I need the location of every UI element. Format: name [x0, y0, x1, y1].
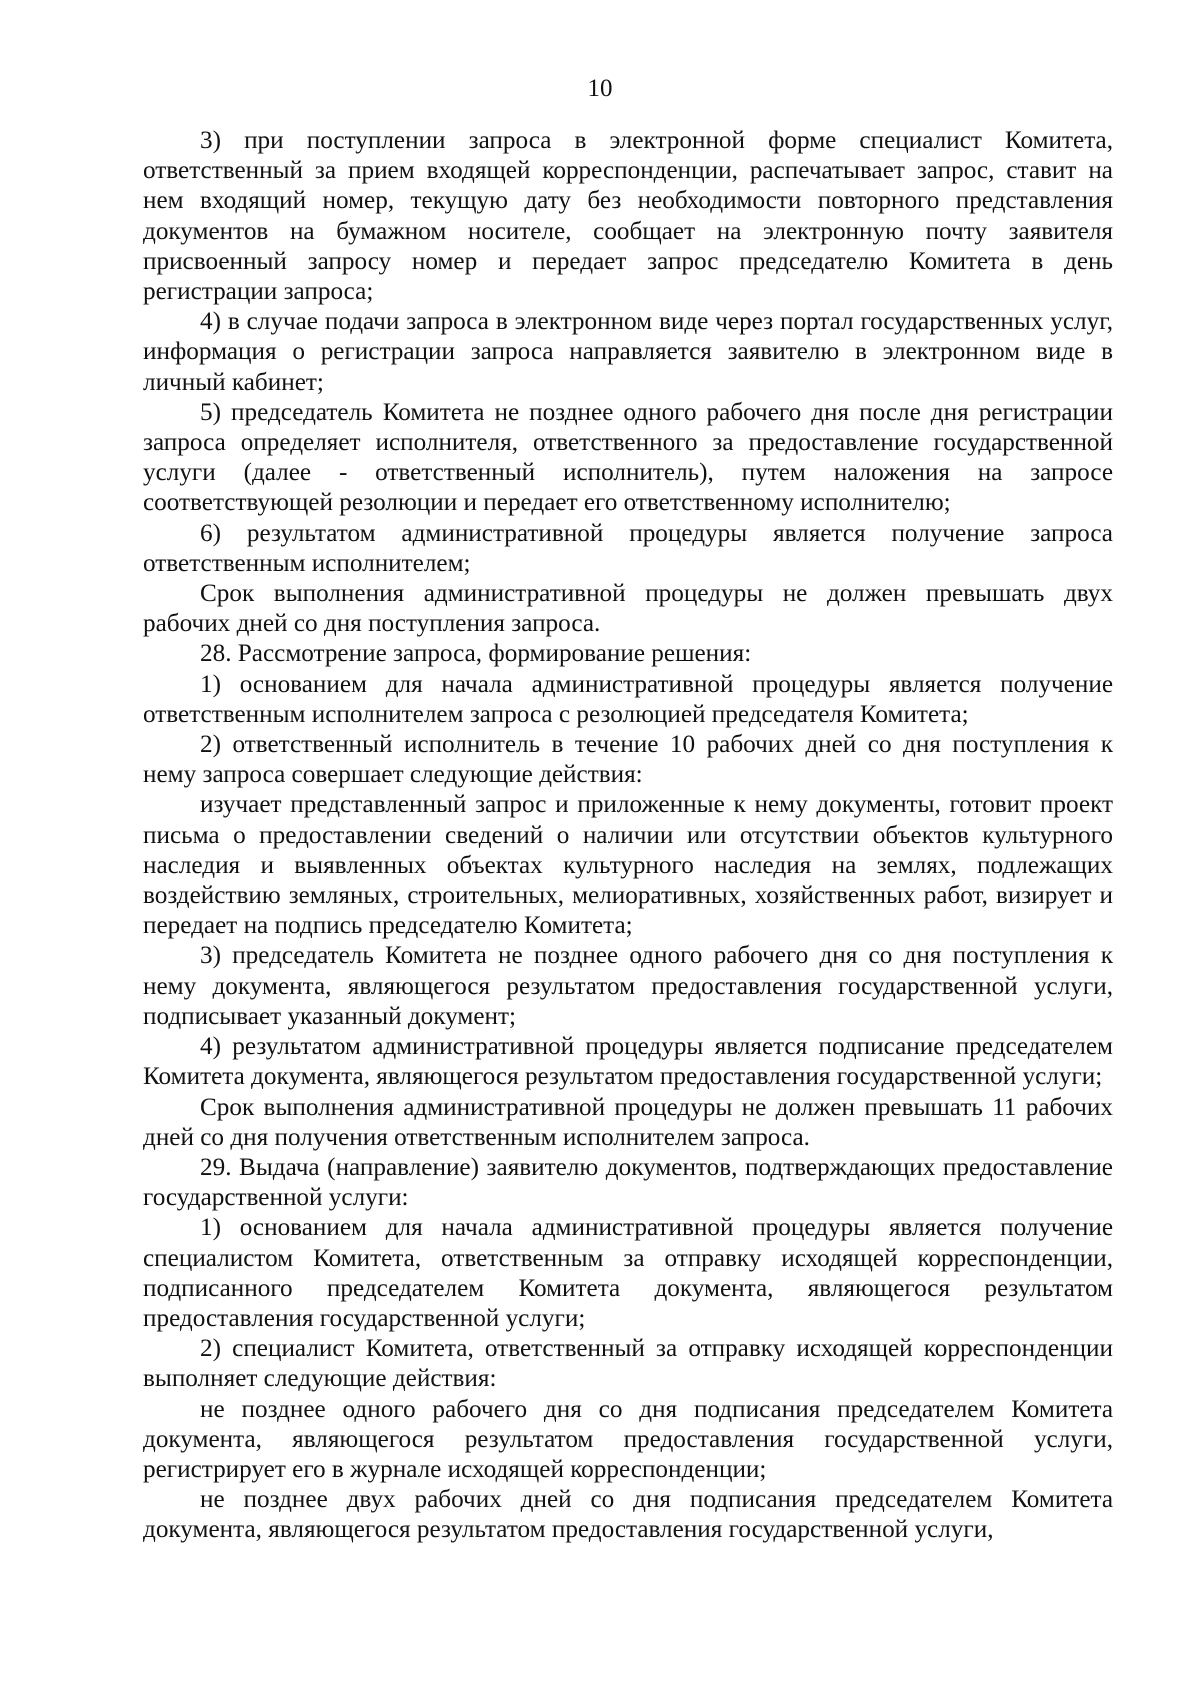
paragraph-29-register: не позднее одного рабочего дня со дня подписания председателем Комитета документа, являющегося результатом предоставления государственной услуги, регистрирует его в журнале исходящей корреспонденции;	[143, 1395, 1113, 1483]
paragraph-4-portal-request: 4) в случае подачи запроса в электронном виде через портал государственных услуг, информация о регистрации запроса направляется заявителю в электронном виде в личный кабинет;	[143, 308, 1113, 396]
section-29-heading: 29. Выдача (направление) заявителю документов, подтверждающих предоставление государственной услуги:	[143, 1153, 1113, 1212]
page-number: 10	[587, 75, 613, 102]
paragraph-28-1-basis: 1) основанием для начала административной процедуры является получение ответственным исполнителем запроса с резолюцией председателя Комитета;	[143, 670, 1113, 728]
paragraph-28-2-executor-actions: 2) ответственный исполнитель в течение 10 рабочих дней со дня поступления к нему запроса совершает следующие действия:	[143, 731, 1113, 789]
paragraph-28-4-result: 4) результатом административной процедуры является подписание председателем Комитета документа, являющегося результатом предоставления государственной услуги;	[143, 1033, 1113, 1091]
paragraph-29-1-basis: 1) основанием для начала административной процедуры является получение специалистом Комитета, ответственным за отправку исходящей корреспонденции, подписанного председателем Комитета документа, являющегося результатом предоставления государственной услуги;	[143, 1214, 1113, 1332]
section-28-heading: 28. Рассмотрение запроса, формирование решения:	[200, 640, 752, 668]
paragraph-3-electronic-request: 3) при поступлении запроса в электронной форме специалист Комитета, ответственный за прием входящей корреспонденции, распечатывает запрос, ставит на нем входящий номер, текущую дату без необходимости повторного представления документов на бумажном носителе, сообщает на электронную почту заявителя присвоенный запросу номер и передает запрос председателю Комитета в день регистрации запроса;	[143, 127, 1113, 306]
paragraph-29-send: не позднее двух рабочих дней со дня подписания председателем Комитета документа, являющегося результатом предоставления государственной услуги,	[143, 1486, 1113, 1544]
paragraph-28-3-chairman-signs: 3) председатель Комитета не позднее одного рабочего дня со дня поступления к нему документа, являющегося результатом предоставления государственной услуги, подписывает указанный документ;	[143, 942, 1113, 1030]
paragraph-5-chairman-assigns: 5) председатель Комитета не позднее одного рабочего дня после дня регистрации запроса определяет исполнителя, ответственного за предоставление государственной услуги (далее - ответственный исполнитель), путем наложения на запросе соответствующей резолюции и передает его ответственному исполнителю;	[143, 398, 1113, 517]
paragraph-deadline-eleven-days: Срок выполнения административной процедуры не должен превышать 11 рабочих дней со дня получения ответственным исполнителем запроса.	[143, 1093, 1113, 1151]
paragraph-deadline-two-days: Срок выполнения административной процедуры не должен превышать двух рабочих дней со дня поступления запроса.	[143, 580, 1113, 638]
document-body	[143, 126, 1113, 1546]
paragraph-28-studies-request: изучает представленный запрос и приложенные к нему документы, готовит проект письма о предоставлении сведений о наличии или отсутствии объектов культурного наследия и выявленных объектах культурного наследия на землях, подлежащих воздействию земляных, строительных, мелиоративных, хозяйственных работ, визирует и передает на подпись председателю Комитета;	[143, 791, 1113, 940]
paragraph-6-result: 6) результатом административной процедуры является получение запроса ответственным исполнителем;	[143, 519, 1113, 577]
paragraph-29-2-specialist-actions: 2) специалист Комитета, ответственный за отправку исходящей корреспонденции выполняет следующие действия:	[143, 1335, 1113, 1393]
